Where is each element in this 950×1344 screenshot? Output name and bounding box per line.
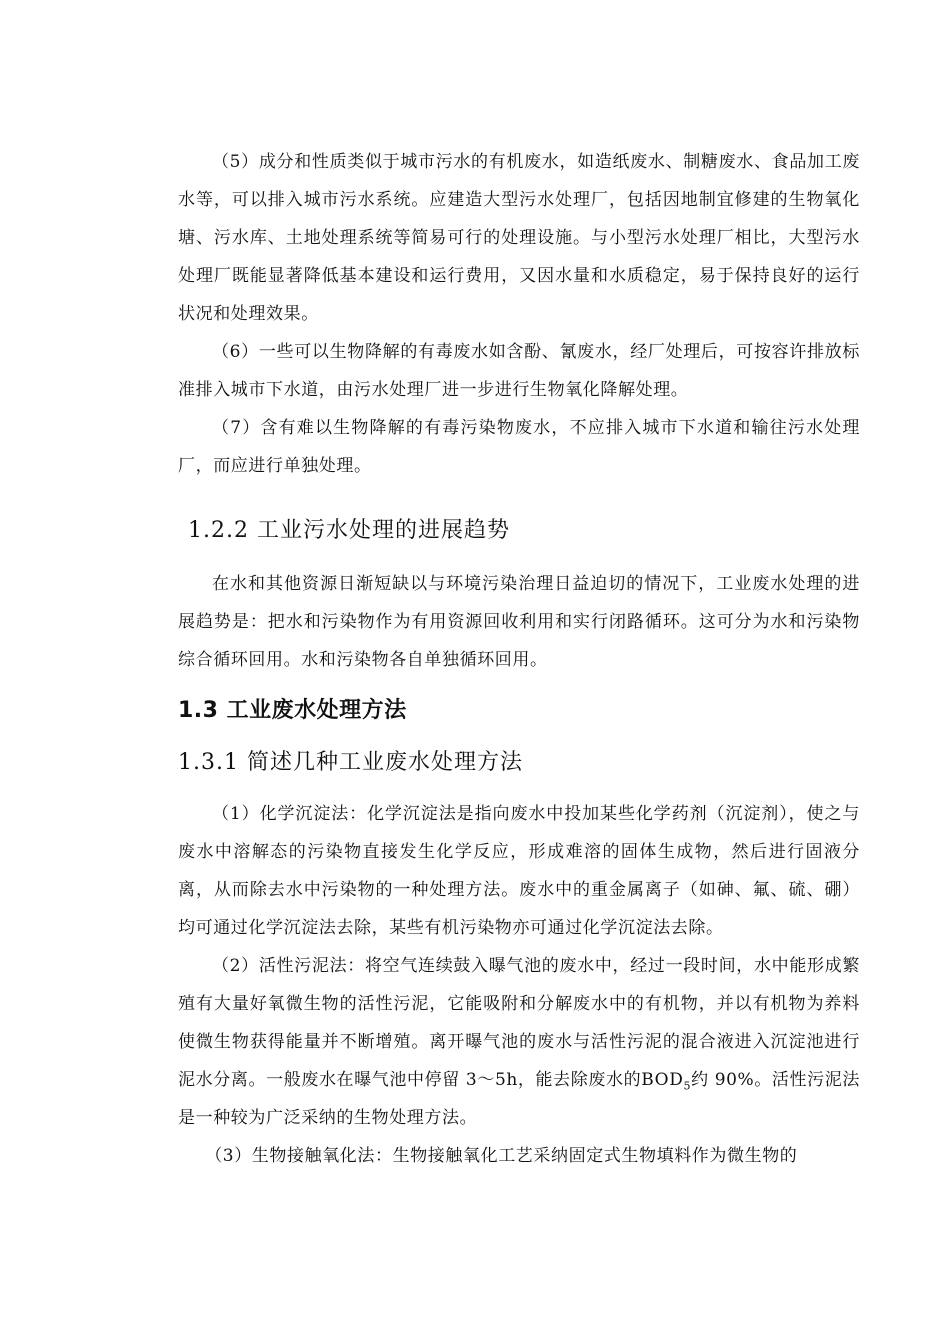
heading-1-3-1: 1.3.1 简述几种工业废水处理方法 [178, 750, 523, 775]
heading-1-3: 1.3 工业废水处理方法 [178, 698, 407, 723]
bod-subscript: 5 [683, 1079, 692, 1093]
page-content [178, 143, 860, 1175]
paragraph-method-2 [178, 947, 860, 1137]
paragraph-item-6: （6）一些可以生物降解的有毒废水如含酚、氰废水，经厂处理后，可按容许排放标准排入城市下水道，由污水处理厂进一步进行生物氧化降解处理。 [178, 342, 860, 400]
method-2-text-b: 约 90%。活性污泥法是一种较为广泛采纳的生物处理方法。 [178, 1070, 860, 1128]
heading-1-2-2: 1.2.2 工业污水处理的进展趋势 [188, 518, 510, 543]
paragraph-item-7: （7）含有难以生物降解的有毒污染物废水，不应排入城市下水道和输往污水处理厂，而应进行单独处理。 [178, 418, 860, 476]
paragraph-trend: 在水和其他资源日渐短缺以与环境污染治理日益迫切的情况下，工业废水处理的进展趋势是：把水和污染物作为有用资源回收利用和实行闭路循环。这可分为水和污染物综合循环回用。水和污染物各自单独循环回用。 [178, 574, 860, 670]
method-2-text-a: （2）活性污泥法：将空气连续鼓入曝气池的废水中，经过一段时间，水中能形成繁殖有大量好氧微生物的活性污泥，它能吸附和分解废水中的有机物，并以有机物为养料使微生物获得能量并不断增殖。离开曝气池的废水与活性污泥的混合液进入沉淀池进行泥水分离。一般废水在曝气池中停留 3～5h，能去除废水的BOD [178, 956, 860, 1090]
paragraph-item-5: （5）成分和性质类似于城市污水的有机废水，如造纸废水、制糖废水、食品加工废水等，可以排入城市污水系统。应建造大型污水处理厂，包括因地制宜修建的生物氧化塘、污水库、土地处理系统等简易可行的处理设施。与小型污水处理厂相比，大型污水处理厂既能显著降低基本建设和运行费用，又因水量和水质稳定，易于保持良好的运行状况和处理效果。 [178, 152, 860, 324]
paragraph-method-3: （3）生物接触氧化法：生物接触氧化工艺采纳固定式生物填料作为微生物的 [205, 1146, 798, 1166]
paragraph-method-1: （1）化学沉淀法：化学沉淀法是指向废水中投加某些化学药剂（沉淀剂），使之与废水中溶解态的污染物直接发生化学反应，形成难溶的固体生成物，然后进行固液分离，从而除去水中污染物的一种处理方法。废水中的重金属离子（如砷、氟、硫、硼）均可通过化学沉淀法去除，某些有机污染物亦可通过化学沉淀法去除。 [178, 804, 860, 938]
